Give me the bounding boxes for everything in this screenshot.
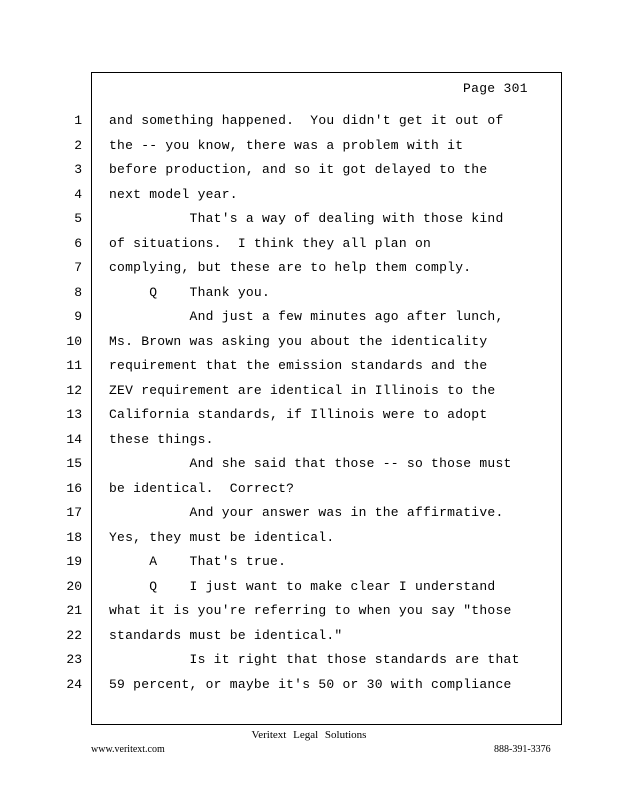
line-text: standards must be identical."	[109, 627, 343, 643]
line-text: be identical. Correct?	[109, 480, 295, 496]
line-text: And she said that those -- so those must	[109, 456, 512, 471]
transcript-line	[0, 575, 618, 599]
transcript-line	[0, 452, 618, 476]
line-number: 17	[66, 505, 82, 520]
transcript-line	[0, 183, 618, 207]
line-text: Ms. Brown was asking you about the identicality	[109, 333, 488, 349]
line-text: these things.	[109, 431, 214, 447]
transcript-line	[0, 648, 618, 672]
line-text: requirement that the emission standards and the	[109, 358, 488, 373]
line-text: A That's true.	[109, 554, 287, 569]
transcript-line	[0, 281, 618, 305]
line-number: 16	[66, 480, 82, 496]
line-text: complying, but these are to help them comply.	[109, 260, 472, 275]
line-text: California standards, if Illinois were to adopt	[109, 407, 488, 422]
line-text: next model year.	[109, 186, 238, 202]
line-number: 3	[74, 162, 82, 177]
line-number: 10	[66, 333, 82, 349]
line-number: 1	[74, 113, 82, 128]
transcript-line	[0, 403, 618, 427]
line-text: 59 percent, or maybe it's 50 or 30 with compliance	[109, 676, 512, 692]
transcript-line	[0, 526, 618, 550]
line-number: 8	[74, 284, 82, 300]
line-number: 6	[74, 235, 82, 251]
line-text: Q Thank you.	[109, 284, 271, 300]
line-number: 19	[66, 554, 82, 569]
transcript-line	[0, 428, 618, 452]
transcript-line	[0, 624, 618, 648]
transcript-line	[0, 158, 618, 182]
line-text: And your answer was in the affirmative.	[109, 505, 504, 520]
footer-website: www.veritext.com	[91, 744, 165, 755]
transcript-line	[0, 330, 618, 354]
line-text: Yes, they must be identical.	[109, 529, 335, 545]
line-text: the -- you know, there was a problem with it	[109, 137, 464, 153]
line-text: Q I just want to make clear I understand	[109, 578, 496, 594]
line-number: 21	[66, 603, 82, 618]
line-number: 2	[74, 137, 82, 153]
line-text: of situations. I think they all plan on	[109, 235, 432, 251]
line-number: 11	[66, 358, 82, 373]
line-number: 18	[66, 529, 82, 545]
line-text: That's a way of dealing with those kind	[109, 211, 504, 226]
transcript-line	[0, 207, 618, 231]
footer-phone: 888-391-3376	[494, 744, 551, 755]
transcript-line	[0, 550, 618, 574]
transcript-line	[0, 673, 618, 697]
transcript-line	[0, 379, 618, 403]
transcript-line	[0, 599, 618, 623]
transcript-line	[0, 354, 618, 378]
transcript-line	[0, 477, 618, 501]
transcript-line	[0, 256, 618, 280]
page-number: Page 301	[463, 81, 528, 96]
transcript-line	[0, 305, 618, 329]
transcript-line	[0, 109, 618, 133]
line-number: 7	[74, 260, 82, 275]
line-number: 22	[66, 627, 82, 643]
footer-company: Veritext Legal Solutions	[251, 729, 367, 741]
line-number: 15	[66, 456, 82, 471]
line-number: 14	[66, 431, 82, 447]
transcript-line	[0, 232, 618, 256]
transcript-line	[0, 134, 618, 158]
line-number: 4	[74, 186, 82, 202]
line-number: 9	[74, 309, 82, 324]
line-number: 5	[74, 211, 82, 226]
line-text: and something happened. You didn't get it out of	[109, 113, 504, 128]
line-number: 24	[66, 676, 82, 692]
transcript-line	[0, 501, 618, 525]
line-number: 20	[66, 578, 82, 594]
line-text: And just a few minutes ago after lunch,	[109, 309, 504, 324]
line-text: ZEV requirement are identical in Illinois to the	[109, 382, 496, 398]
line-number: 23	[66, 652, 82, 667]
line-number: 12	[66, 382, 82, 398]
line-text: what it is you're referring to when you say "those	[109, 603, 512, 618]
line-number: 13	[66, 407, 82, 422]
line-text: Is it right that those standards are that	[109, 652, 520, 667]
line-text: before production, and so it got delayed to the	[109, 162, 488, 177]
